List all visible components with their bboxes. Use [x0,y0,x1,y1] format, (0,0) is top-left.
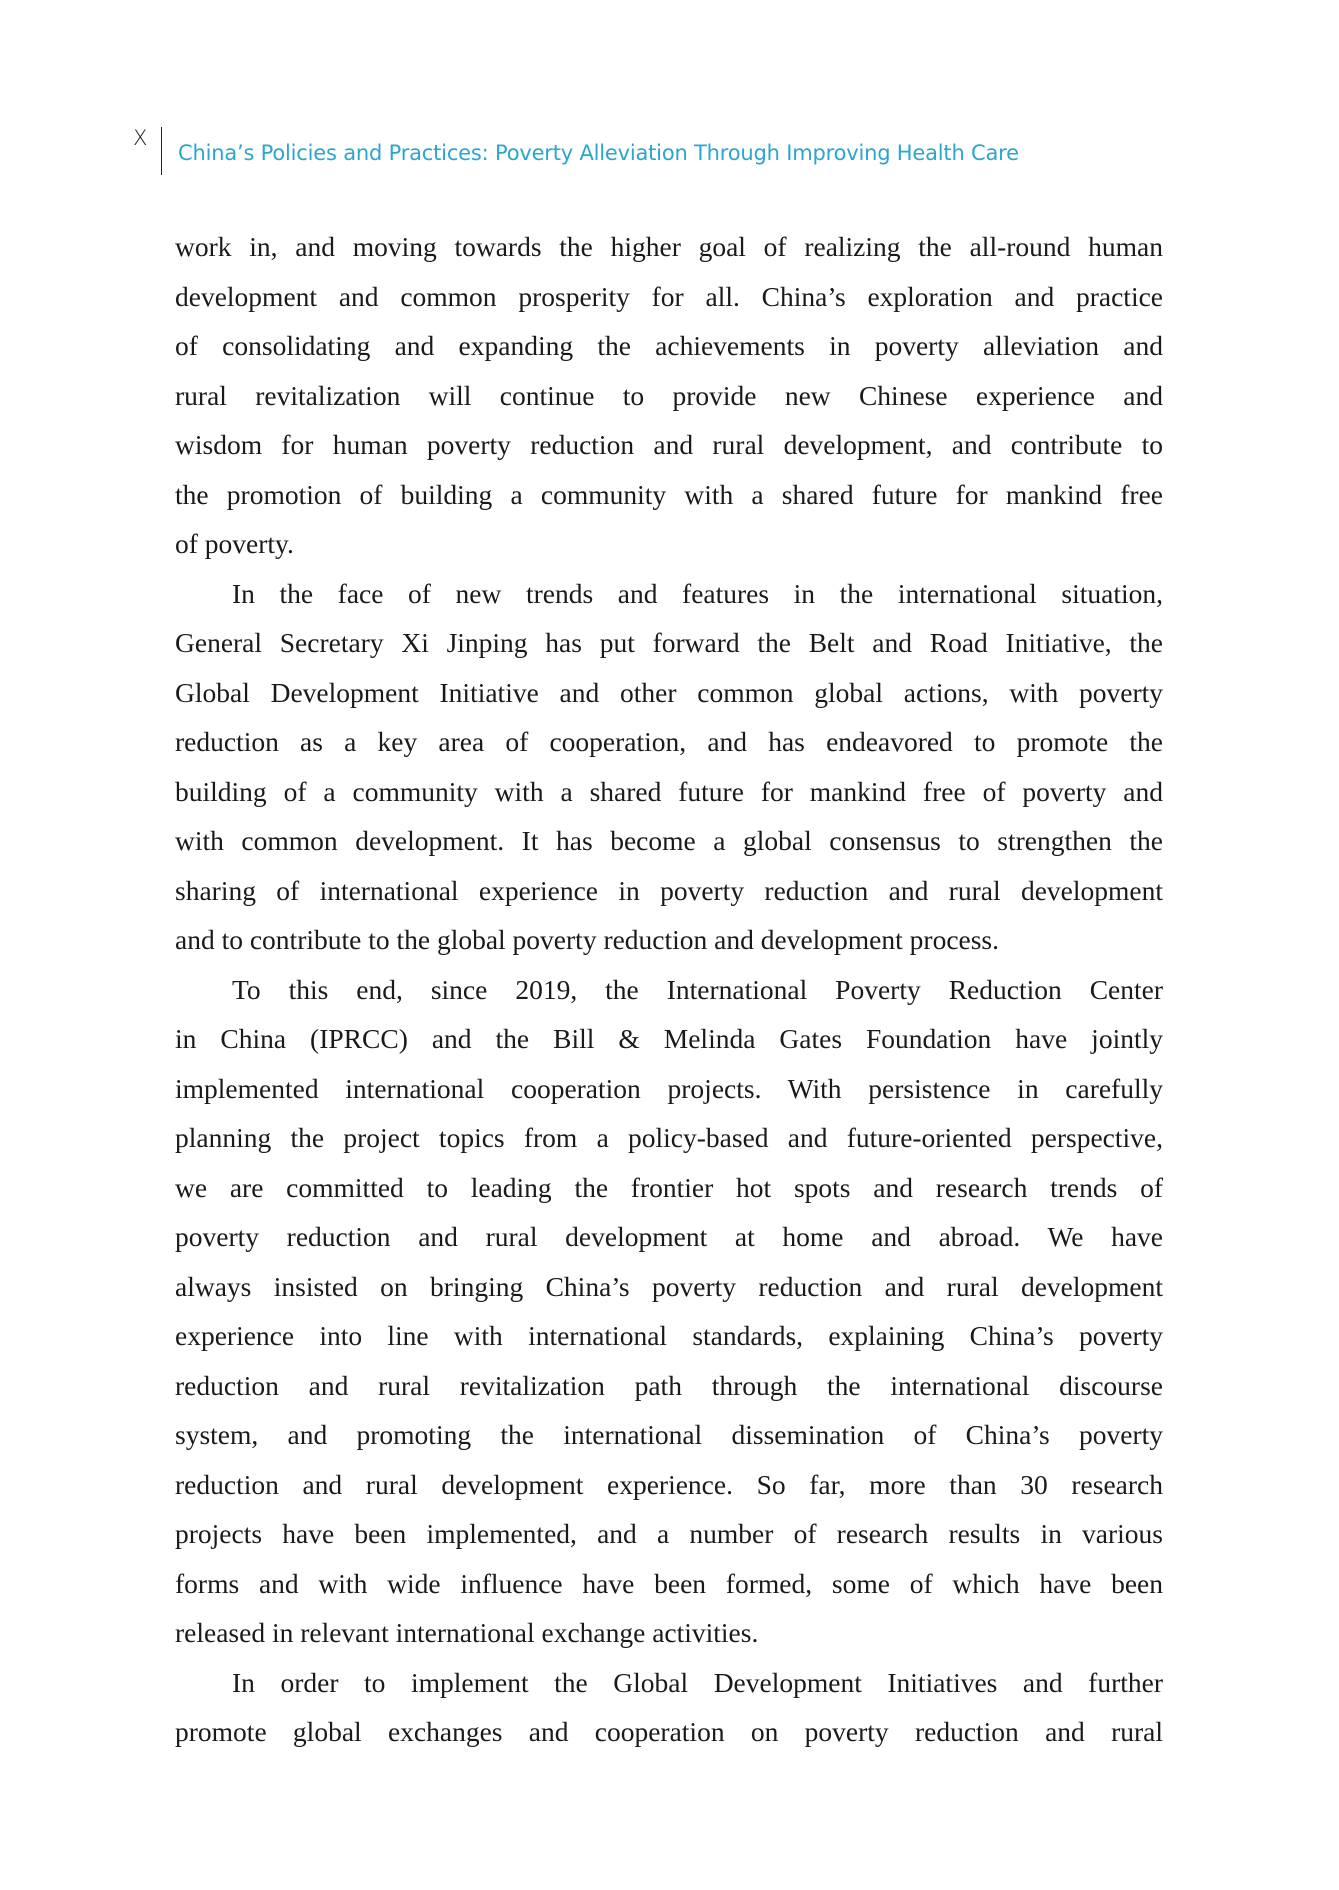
text-line: of consolidating and expanding the achievements in poverty alleviation and [175,330,1163,361]
text-line: poverty reduction and rural development at home and abroad. We have [175,1221,1163,1252]
text-line: of poverty. [175,528,294,559]
text-line: reduction as a key area of cooperation, and has endeavored to promote the [175,726,1163,757]
text-line: forms and with wide influence have been formed, some of which have been [175,1567,1163,1599]
body-text [175,222,1163,1757]
text-line: with common development. It has become a global consensus to strengthen the [175,825,1163,856]
text-line: building of a community with a shared future for mankind free of poverty and [175,775,1163,807]
text-line: experience into line with international standards, explaining China’s poverty [175,1320,1163,1351]
text-line: sharing of international experience in poverty reduction and rural development [175,874,1163,906]
text-line: implemented international cooperation projects. With persistence in carefully [175,1072,1163,1104]
running-head-title: China’s Policies and Practices: Poverty Alleviation Through Improving Health Care [178,141,1019,165]
page-number: X [133,126,148,150]
text-line: the promotion of building a community with a shared future for mankind free [175,478,1163,510]
paragraph [175,1658,1163,1757]
text-line: projects have been implemented, and a number of research results in various [175,1518,1163,1549]
header-divider [161,127,162,175]
paragraph [175,222,1163,569]
text-line: promote global exchanges and cooperation on poverty reduction and rural [175,1716,1163,1747]
text-line: wisdom for human poverty reduction and rural development, and contribute to [175,429,1163,460]
text-line: planning the project topics from a policy-based and future-oriented perspective, [175,1122,1163,1153]
text-line: system, and promoting the international dissemination of China’s poverty [175,1419,1163,1450]
text-line: reduction and rural development experience. So far, more than 30 research [175,1468,1163,1500]
text-line: always insisted on bringing China’s poverty reduction and rural development [175,1270,1163,1302]
text-line: In order to implement the Global Development Initiatives and further [232,1666,1163,1698]
text-line: released in relevant international exchange activities. [175,1617,759,1648]
text-line: reduction and rural revitalization path through the international discourse [175,1369,1163,1401]
text-line: we are committed to leading the frontier hot spots and research trends of [175,1171,1163,1203]
text-line: In the face of new trends and features in the international situation, [232,577,1163,609]
text-line: in China (IPRCC) and the Bill & Melinda Gates Foundation have jointly [175,1023,1163,1054]
paragraph [175,965,1163,1658]
text-line: Global Development Initiative and other common global actions, with poverty [175,676,1163,708]
text-line: work in, and moving towards the higher goal of realizing the all-round human [175,231,1163,262]
text-line: development and common prosperity for all. China’s exploration and practice [175,280,1163,312]
text-line: rural revitalization will continue to provide new Chinese experience and [175,379,1163,411]
text-line: and to contribute to the global poverty reduction and development process. [175,924,1000,955]
paragraph [175,569,1163,965]
text-line: General Secretary Xi Jinping has put forward the Belt and Road Initiative, the [175,627,1163,658]
text-line: To this end, since 2019, the International Poverty Reduction Center [232,973,1163,1005]
